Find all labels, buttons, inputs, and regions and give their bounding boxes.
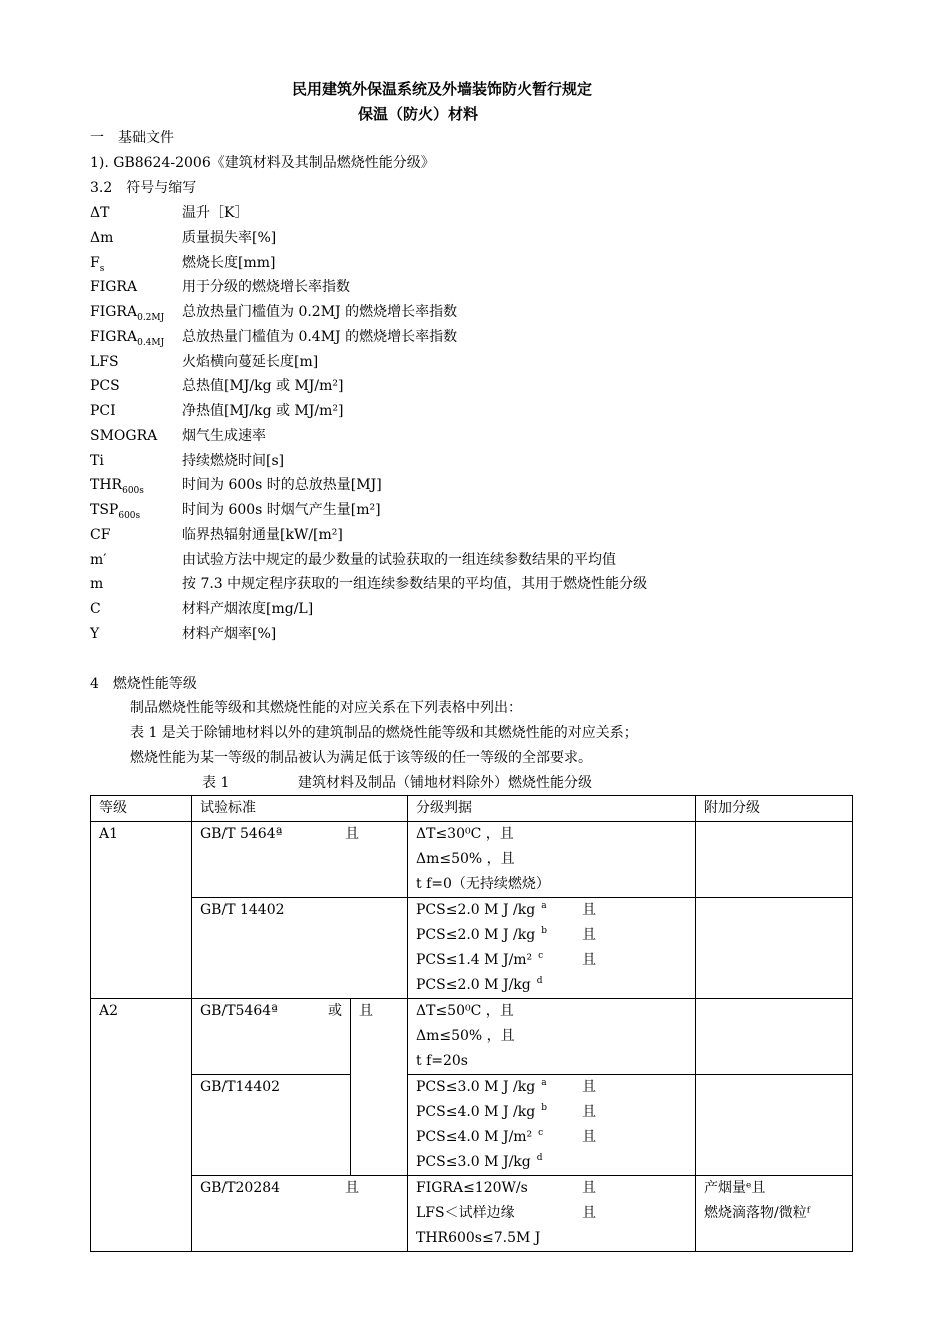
criteria-cell — [408, 898, 696, 999]
symbol-description: 用于分级的燃烧增长率指数 — [182, 279, 350, 295]
symbol-description: 总放热量门槛值为 0.2MJ 的燃烧增长率指数 — [182, 304, 458, 320]
additional-cell — [696, 822, 853, 898]
table-row — [91, 898, 853, 999]
standard-name: GB/T5464ª — [200, 1003, 278, 1019]
symbol-text: Ti — [90, 453, 104, 469]
criteria-cell — [408, 1176, 696, 1252]
symbol-abbrev — [90, 575, 103, 593]
symbol-abbrev — [90, 229, 113, 247]
standard-cell — [192, 999, 351, 1075]
table-caption: 建筑材料及制品（铺地材料除外）燃烧性能分级 — [298, 775, 592, 791]
conjunction: 且 — [582, 1180, 596, 1196]
criteria-line — [416, 1150, 687, 1175]
criteria-line — [416, 973, 687, 998]
symbol-text: F — [90, 255, 100, 271]
symbol-abbrev — [90, 328, 164, 346]
criteria-cell — [408, 999, 696, 1075]
criteria-text: PCS≤1.4 M J/m² — [416, 952, 533, 968]
conjunction: 且 — [582, 1205, 596, 1221]
footnote-mark: d — [536, 1153, 543, 1164]
grading-table — [90, 795, 853, 1252]
criteria-line — [416, 1125, 687, 1150]
section-heading-symbols: 3.2 符号与缩写 — [90, 180, 197, 196]
criteria-text: LFS＜试样边缘 — [416, 1205, 515, 1221]
table-row — [91, 1176, 853, 1252]
header-test-standard: 试验标准 — [192, 796, 408, 822]
symbol-description: 火焰横向蔓延长度[m] — [182, 354, 319, 370]
symbol-description: 总放热量门槛值为 0.4MJ 的燃烧增长率指数 — [182, 329, 458, 345]
criteria-line: t f=0（无持续燃烧） — [416, 876, 550, 892]
section-heading-combustion-grade: 4 燃烧性能等级 — [90, 676, 197, 692]
symbol-text: m — [90, 576, 104, 592]
conjunction: 且 — [582, 1079, 596, 1095]
standard-cell: GB/T 14402 — [192, 898, 408, 999]
symbol-abbrev — [90, 427, 157, 445]
criteria-text: THR600s≤7.5M J — [416, 1230, 541, 1246]
criteria-cell — [408, 822, 696, 898]
criteria-line — [416, 1075, 687, 1100]
grade-cell: A2 — [91, 999, 192, 1252]
criteria-text: PCS≤3.0 M J /kg — [416, 1079, 536, 1095]
symbol-abbrev — [90, 402, 116, 420]
standard-cell — [192, 822, 408, 898]
table-row — [91, 1075, 853, 1176]
criteria-cell — [408, 1075, 696, 1176]
symbol-abbrev — [90, 501, 140, 519]
symbol-subscript: 600s — [122, 485, 144, 496]
footnote-mark: d — [536, 976, 543, 987]
table-row — [91, 999, 853, 1075]
conjunction: 且 — [345, 826, 359, 842]
additional-cell — [696, 1176, 853, 1252]
table-row — [91, 822, 853, 898]
symbol-subscript: s — [99, 263, 105, 274]
symbol-description: 净热值[MJ/kg 或 MJ/m²] — [182, 403, 344, 419]
symbol-text: TSP — [90, 502, 119, 518]
footnote-mark: a — [541, 901, 547, 912]
criteria-line — [416, 1100, 687, 1125]
paragraph: 制品燃烧性能等级和其燃烧性能的对应关系在下列表格中列出： — [130, 700, 522, 716]
criteria-text: FIGRA≤120W/s — [416, 1180, 528, 1196]
symbol-abbrev — [90, 278, 137, 296]
criteria-line: Δm≤50% ，且 — [416, 851, 515, 867]
symbol-description: 时间为 600s 时的总放热量[MJ] — [182, 477, 382, 493]
symbol-abbrev — [90, 452, 104, 470]
table-caption-number: 表 1 — [202, 775, 230, 791]
criteria-text: PCS≤2.0 M J /kg — [416, 902, 536, 918]
conjunction: 且 — [582, 952, 596, 968]
document-subtitle: 保温（防火）材料 — [358, 105, 479, 123]
paragraph: 燃烧性能为某一等级的制品被认为满足低于该等级的任一等级的全部要求。 — [130, 750, 592, 766]
conjunction: 且 — [582, 1129, 596, 1145]
symbol-description: 临界热辐射通量[kW/[m²] — [182, 527, 343, 543]
symbol-text: SMOGRA — [90, 428, 158, 444]
header-additional: 附加分级 — [696, 796, 853, 822]
table-header-row — [91, 796, 853, 822]
conjunction: 且 — [582, 927, 596, 943]
footnote-mark: b — [541, 926, 547, 937]
standard-name: GB/T20284 — [200, 1180, 281, 1196]
symbol-text: FIGRA — [90, 329, 138, 345]
conjunction: 且 — [582, 1104, 596, 1120]
paragraph: 表 1 是关于除铺地材料以外的建筑制品的燃烧性能等级和其燃烧性能的对应关系； — [130, 725, 638, 741]
symbol-description: 持续燃烧时间[s] — [182, 453, 285, 469]
criteria-text: PCS≤4.0 M J /kg — [416, 1104, 536, 1120]
standard-cell — [192, 1176, 408, 1252]
symbol-text: PCI — [90, 403, 116, 419]
symbol-description: 烟气生成速率 — [182, 428, 266, 444]
symbol-text: THR — [90, 477, 123, 493]
symbol-text: FIGRA — [90, 304, 138, 320]
conjunction-or: 或 — [328, 1003, 342, 1019]
symbol-abbrev — [90, 600, 101, 618]
additional-cell — [696, 999, 853, 1075]
footnote-mark: a — [541, 1078, 547, 1089]
symbol-description: 由试验方法中规定的最少数量的试验获取的一组连续参数结果的平均值 — [182, 552, 616, 568]
symbol-text: LFS — [90, 354, 119, 370]
symbol-subscript: 600s — [118, 510, 141, 521]
criteria-text: PCS≤4.0 M J/m² — [416, 1129, 533, 1145]
symbol-text: Δm — [90, 230, 114, 246]
criteria-line — [416, 1201, 687, 1226]
symbol-text: m′ — [90, 552, 107, 568]
symbol-abbrev — [90, 377, 120, 395]
symbol-subscript: 0.4MJ — [137, 337, 165, 348]
symbol-abbrev — [90, 526, 110, 544]
footnote-mark: c — [538, 1128, 544, 1139]
grade-cell: A1 — [91, 822, 192, 999]
footnote-mark: b — [541, 1103, 547, 1114]
symbol-abbrev — [90, 625, 99, 643]
document-title: 民用建筑外保温系统及外墙装饰防火暂行规定 — [292, 80, 593, 98]
criteria-line — [416, 948, 687, 973]
symbol-text: Y — [90, 626, 100, 642]
symbol-description: 时间为 600s 时烟气产生量[m²] — [182, 502, 381, 518]
symbol-description: 温升［K］ — [182, 205, 249, 221]
conjunction-cell: 且 — [351, 999, 408, 1176]
criteria-line: ΔT≤30⁰C ，且 — [416, 826, 514, 842]
criteria-line — [416, 898, 687, 923]
symbol-description: 总热值[MJ/kg 或 MJ/m²] — [182, 378, 344, 394]
criteria-line: t f=20s — [416, 1053, 468, 1069]
symbol-description: 材料产烟率[%] — [182, 626, 277, 642]
symbol-description: 燃烧长度[mm] — [182, 255, 276, 271]
footnote-mark: c — [538, 951, 544, 962]
criteria-line: ΔT≤50⁰C ，且 — [416, 1003, 514, 1019]
reference-standard: 1). GB8624-2006《建筑材料及其制品燃烧性能分级》 — [90, 155, 435, 171]
standard-cell: GB/T14402 — [192, 1075, 351, 1176]
criteria-line — [416, 923, 687, 948]
symbol-abbrev — [90, 303, 164, 321]
criteria-line — [416, 1176, 687, 1201]
symbol-description: 材料产烟浓度[mg/L] — [182, 601, 314, 617]
criteria-line — [416, 1226, 687, 1251]
additional-cell — [696, 898, 853, 999]
symbol-text: C — [90, 601, 101, 617]
header-grade: 等级 — [91, 796, 192, 822]
symbol-text: ΔT — [90, 205, 110, 221]
additional-line: 燃烧滴落物/微粒ᶠ — [704, 1205, 810, 1221]
standard-name: GB/T 5464ª — [200, 826, 283, 842]
symbol-abbrev — [90, 204, 109, 222]
conjunction: 且 — [582, 902, 596, 918]
header-criteria: 分级判据 — [408, 796, 696, 822]
symbol-abbrev — [90, 254, 104, 272]
criteria-text: PCS≤3.0 M J/kg — [416, 1154, 531, 1170]
additional-line: 产烟量ᵉ且 — [704, 1180, 766, 1196]
conjunction: 且 — [345, 1180, 359, 1196]
symbol-subscript: 0.2MJ — [137, 312, 165, 323]
symbol-description: 质量损失率[%] — [182, 230, 277, 246]
symbol-text: FIGRA — [90, 279, 138, 295]
symbol-description: 按 7.3 中规定程序获取的一组连续参数结果的平均值，其用于燃烧性能分级 — [182, 576, 648, 592]
criteria-line: Δm≤50% ，且 — [416, 1028, 515, 1044]
criteria-text: PCS≤2.0 M J/kg — [416, 977, 531, 993]
criteria-text: PCS≤2.0 M J /kg — [416, 927, 536, 943]
symbol-abbrev — [90, 353, 119, 371]
symbol-abbrev — [90, 551, 106, 569]
section-heading-basic-files: 一 基础文件 — [90, 130, 174, 146]
symbol-abbrev — [90, 476, 144, 494]
symbol-text: PCS — [90, 378, 120, 394]
additional-cell — [696, 1075, 853, 1176]
symbol-text: CF — [90, 527, 111, 543]
